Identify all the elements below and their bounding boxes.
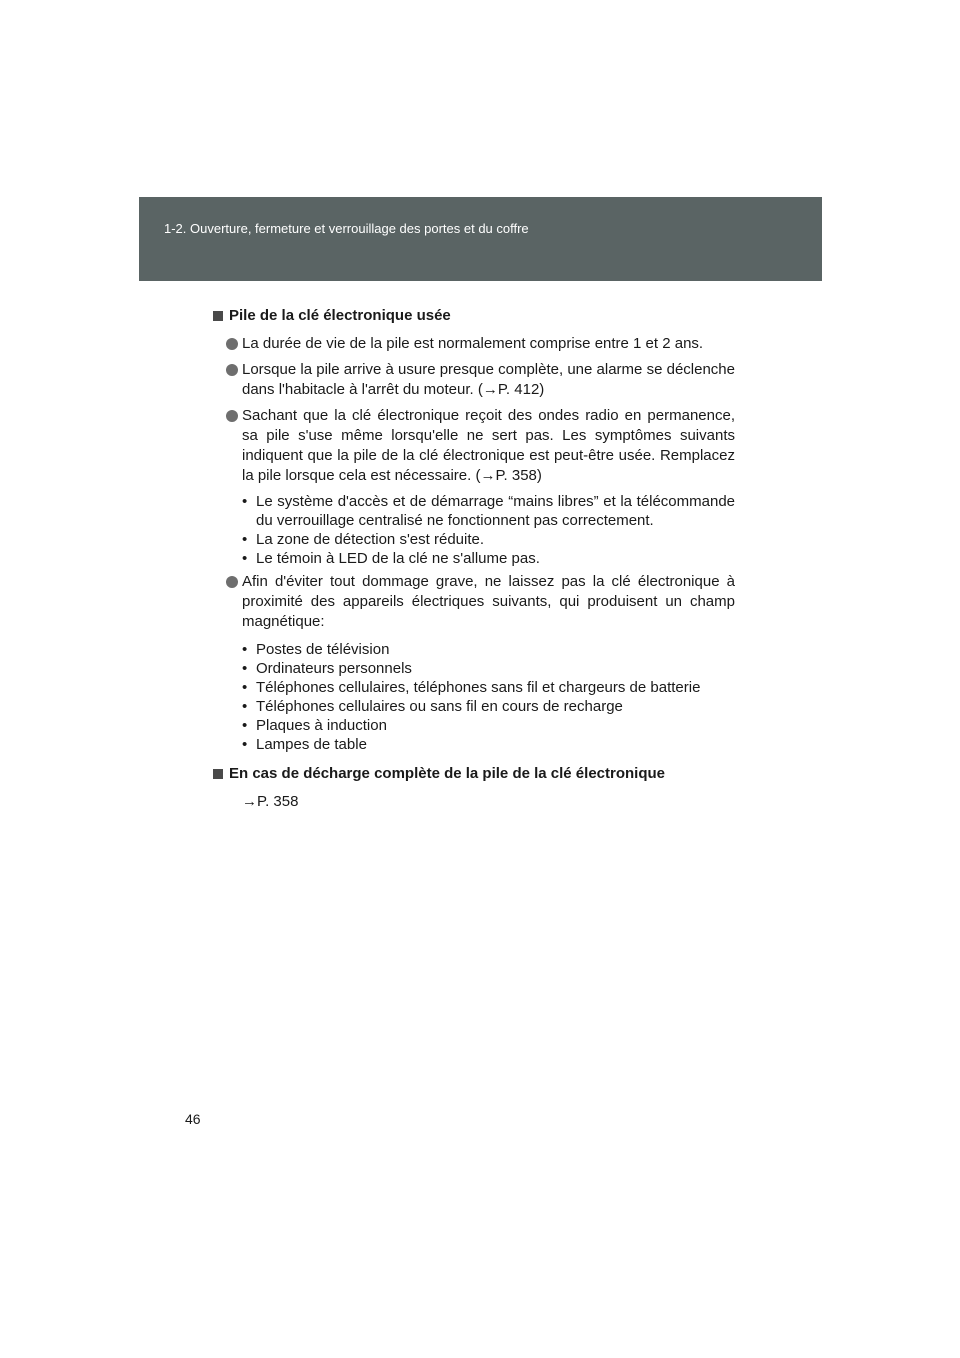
- sub-list-item: • Le système d'accès et de démarrage “mains libres” et la télécommande du verrouillage centralisé ne fonctionnent pas correctement.: [213, 492, 735, 530]
- page-content: [213, 306, 735, 812]
- sub-list-item: • Plaques à induction: [213, 716, 735, 735]
- list-item: Sachant que la clé électronique reçoit des ondes radio en permanence, sa pile s'use même lorsqu'elle ne sert pas. Les symptômes suivants indiquent que la pile de la clé électronique est peut-être usée. Remplacez la pile lorsque cela est nécessaire. (→P. 358): [213, 406, 735, 486]
- section-title: 1-2. Ouverture, fermeture et verrouillage des portes et du coffre: [164, 221, 529, 236]
- list-item: Lorsque la pile arrive à usure presque complète, une alarme se déclenche dans l'habitacle à l'arrêt du moteur. (→P. 412): [213, 360, 735, 400]
- section-heading: Pile de la clé électronique usée: [213, 306, 735, 326]
- sub-list-item: • La zone de détection s'est réduite.: [213, 530, 735, 549]
- circle-bullet-icon: [226, 338, 238, 350]
- list-item: La durée de vie de la pile est normalement comprise entre 1 et 2 ans.: [213, 334, 735, 354]
- page-number: 46: [185, 1111, 201, 1127]
- header-band: [139, 197, 822, 281]
- sub-list-item: • Lampes de table: [213, 735, 735, 754]
- device-list: [213, 640, 735, 754]
- sub-list-item: • Postes de télévision: [213, 640, 735, 659]
- section-heading: En cas de décharge complète de la pile de la clé électronique: [213, 764, 735, 784]
- sub-list-item: • Téléphones cellulaires, téléphones sans fil et chargeurs de batterie: [213, 678, 735, 697]
- page-reference-link[interactable]: →P. 358: [242, 793, 299, 810]
- sub-list-item: • Le témoin à LED de la clé ne s'allume pas.: [213, 549, 735, 568]
- square-bullet-icon: [213, 769, 223, 779]
- sub-list-item: • Ordinateurs personnels: [213, 659, 735, 678]
- list-item: Afin d'éviter tout dommage grave, ne laissez pas la clé électronique à proximité des appareils électriques suivants, qui produisent un champ magnétique:: [213, 572, 735, 632]
- square-bullet-icon: [213, 311, 223, 321]
- circle-bullet-icon: [226, 410, 238, 422]
- sub-list-item: • Téléphones cellulaires ou sans fil en cours de recharge: [213, 697, 735, 716]
- circle-bullet-icon: [226, 576, 238, 588]
- circle-bullet-icon: [226, 364, 238, 376]
- symptom-list: [213, 492, 735, 568]
